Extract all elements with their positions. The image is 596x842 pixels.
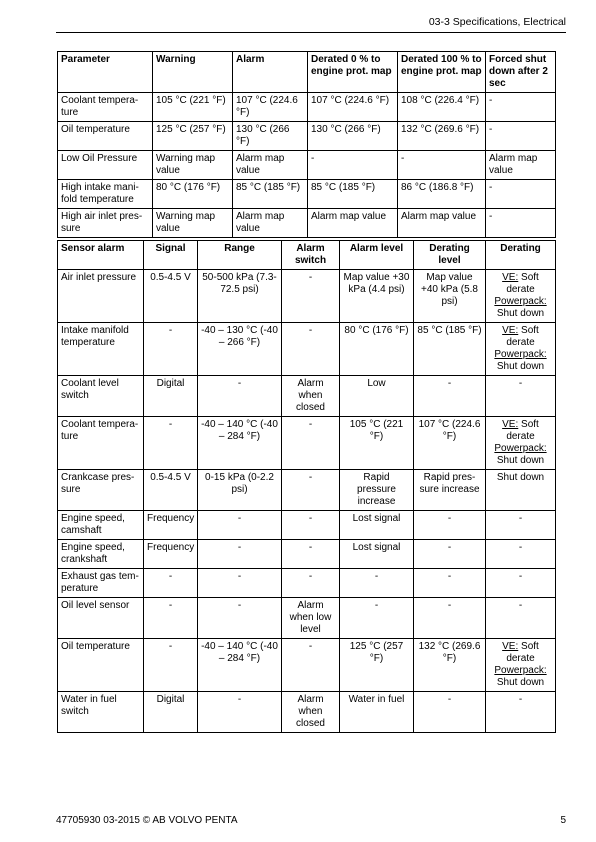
- table-cell: -: [282, 470, 340, 511]
- powerpack-value: Shut down: [496, 361, 545, 372]
- powerpack-label: Powerpack:: [494, 296, 547, 307]
- table-cell: -: [486, 692, 556, 733]
- table-cell: 0.5-4.5 V: [144, 270, 198, 323]
- derating-cell: [486, 323, 556, 376]
- table-cell: Coolant tempera-ture: [58, 93, 153, 122]
- table-cell: 85 °C (185 °F): [308, 180, 398, 209]
- table-cell: 86 °C (186.8 °F): [398, 180, 486, 209]
- table-cell: -: [486, 511, 556, 540]
- table-cell: -: [198, 692, 282, 733]
- table-cell: -: [198, 376, 282, 417]
- table-cell: Digital: [144, 376, 198, 417]
- table-cell: Map value +40 kPa (5.8 psi): [414, 270, 486, 323]
- powerpack-label: Powerpack:: [494, 349, 547, 360]
- page-number: 5: [560, 815, 566, 826]
- header-cell: Parameter: [58, 52, 153, 93]
- table-cell: -40 – 140 °C (-40 – 284 °F): [198, 639, 282, 692]
- table-cell: Low Oil Pressure: [58, 151, 153, 180]
- ve-label: VE:: [502, 272, 519, 283]
- table-cell: Frequency: [144, 511, 198, 540]
- table-cell: Oil temperature: [58, 639, 144, 692]
- header-cell: Derated 100 % to engine prot. map: [398, 52, 486, 93]
- table-cell: -: [486, 569, 556, 598]
- table-cell: Map value +30 kPa (4.4 psi): [340, 270, 414, 323]
- header-cell: Alarm switch: [282, 241, 340, 270]
- table-cell: -: [282, 540, 340, 569]
- table-cell: 85 °C (185 °F): [414, 323, 486, 376]
- table-cell: 125 °C (257 °F): [153, 122, 233, 151]
- table-cell: -: [198, 569, 282, 598]
- table-cell: -: [486, 376, 556, 417]
- table-cell: Alarm when closed: [282, 692, 340, 733]
- powerpack-value: Shut down: [496, 308, 545, 319]
- table-cell: -: [198, 540, 282, 569]
- ve-label: VE:: [502, 325, 519, 336]
- table-cell: -: [282, 639, 340, 692]
- table-cell: -: [486, 540, 556, 569]
- table-row: [58, 122, 556, 151]
- powerpack-label: Powerpack:: [494, 665, 547, 676]
- table-row: [58, 270, 556, 323]
- header-cell: Warning: [153, 52, 233, 93]
- table-cell: 107 °C (224.6 °F): [233, 93, 308, 122]
- table-cell: -: [414, 692, 486, 733]
- table-cell: -: [144, 417, 198, 470]
- table-cell: -: [308, 151, 398, 180]
- table-cell: -: [486, 209, 556, 238]
- table-row: [58, 470, 556, 511]
- table-cell: High intake mani-fold temperature: [58, 180, 153, 209]
- table-cell: 132 °C (269.6 °F): [414, 639, 486, 692]
- table-cell: Alarm map value: [486, 151, 556, 180]
- table-cell: Engine speed, crankshaft: [58, 540, 144, 569]
- header-cell: Alarm: [233, 52, 308, 93]
- powerpack-value: Shut down: [496, 455, 545, 466]
- header-cell: Alarm level: [340, 241, 414, 270]
- table-cell: 130 °C (266 °F): [308, 122, 398, 151]
- table-cell: Shut down: [486, 470, 556, 511]
- ve-value: Soft derate: [506, 325, 539, 348]
- table-cell: Alarm map value: [398, 209, 486, 238]
- table-cell: Lost signal: [340, 540, 414, 569]
- table-cell: Water in fuel: [340, 692, 414, 733]
- header-cell: Forced shut down after 2 sec: [486, 52, 556, 93]
- table-cell: 108 °C (226.4 °F): [398, 93, 486, 122]
- protection-table: [57, 51, 556, 238]
- powerpack-label: Powerpack:: [494, 443, 547, 454]
- table-cell: 80 °C (176 °F): [340, 323, 414, 376]
- table-cell: 125 °C (257 °F): [340, 639, 414, 692]
- table-row: [58, 323, 556, 376]
- table-cell: Coolant level switch: [58, 376, 144, 417]
- table-row: [58, 180, 556, 209]
- table-cell: Coolant tempera-ture: [58, 417, 144, 470]
- table-cell: -: [414, 540, 486, 569]
- table-cell: 105 °C (221 °F): [153, 93, 233, 122]
- table-cell: -: [340, 569, 414, 598]
- table-cell: -40 – 140 °C (-40 – 284 °F): [198, 417, 282, 470]
- table-cell: -: [414, 511, 486, 540]
- table-cell: -: [144, 323, 198, 376]
- header-cell: Sensor alarm: [58, 241, 144, 270]
- table-cell: Lost signal: [340, 511, 414, 540]
- table-cell: Low: [340, 376, 414, 417]
- table-cell: 50-500 kPa (7.3-72.5 psi): [198, 270, 282, 323]
- table-row: [58, 639, 556, 692]
- table-cell: Engine speed, camshaft: [58, 511, 144, 540]
- table-cell: Warning map value: [153, 209, 233, 238]
- table-cell: -40 – 130 °C (-40 – 266 °F): [198, 323, 282, 376]
- table-cell: -: [486, 598, 556, 639]
- table-cell: -: [144, 569, 198, 598]
- table-cell: -: [340, 598, 414, 639]
- table-cell: 85 °C (185 °F): [233, 180, 308, 209]
- ve-value: Soft derate: [506, 272, 539, 295]
- table-cell: Air inlet pressure: [58, 270, 144, 323]
- table-cell: Exhaust gas tem-perature: [58, 569, 144, 598]
- table-cell: Alarm when low level: [282, 598, 340, 639]
- table-cell: -: [486, 180, 556, 209]
- table-cell: 130 °C (266 °F): [233, 122, 308, 151]
- table-cell: -: [414, 569, 486, 598]
- table-cell: Rapid pres-sure increase: [414, 470, 486, 511]
- table-cell: 80 °C (176 °F): [153, 180, 233, 209]
- table-cell: Alarm map value: [308, 209, 398, 238]
- powerpack-value: Shut down: [496, 677, 545, 688]
- table-cell: Alarm map value: [233, 151, 308, 180]
- table-cell: -: [282, 323, 340, 376]
- table-cell: -: [282, 417, 340, 470]
- table-cell: Alarm when closed: [282, 376, 340, 417]
- table-cell: -: [144, 639, 198, 692]
- header-cell: Derated 0 % to engine prot. map: [308, 52, 398, 93]
- header-rule: [56, 32, 566, 33]
- ve-label: VE:: [502, 419, 519, 430]
- header-cell: Signal: [144, 241, 198, 270]
- table-row: [58, 209, 556, 238]
- table-cell: Oil temperature: [58, 122, 153, 151]
- table-cell: 132 °C (269.6 °F): [398, 122, 486, 151]
- ve-label: VE:: [502, 641, 519, 652]
- table-row: [58, 692, 556, 733]
- table-row: [58, 417, 556, 470]
- table-cell: -: [198, 511, 282, 540]
- derating-cell: [486, 639, 556, 692]
- table-cell: -: [282, 569, 340, 598]
- derating-cell: [486, 417, 556, 470]
- table-row: [58, 540, 556, 569]
- table-cell: 105 °C (221 °F): [340, 417, 414, 470]
- section-header: 03-3 Specifications, Electrical: [428, 16, 566, 28]
- table-header-row: [58, 52, 556, 93]
- table-cell: Water in fuel switch: [58, 692, 144, 733]
- ve-value: Soft derate: [506, 641, 539, 664]
- table-cell: -: [414, 376, 486, 417]
- header-cell: Derating level: [414, 241, 486, 270]
- table-cell: -: [282, 270, 340, 323]
- table-cell: Digital: [144, 692, 198, 733]
- table-cell: Rapid pressure increase: [340, 470, 414, 511]
- table-cell: 107 °C (224.6 °F): [308, 93, 398, 122]
- table-cell: -: [486, 93, 556, 122]
- table-cell: Intake manifold temperature: [58, 323, 144, 376]
- table-cell: -: [398, 151, 486, 180]
- table-cell: High air inlet pres-sure: [58, 209, 153, 238]
- table-cell: Oil level sensor: [58, 598, 144, 639]
- table-row: [58, 93, 556, 122]
- table-row: [58, 376, 556, 417]
- table-row: [58, 511, 556, 540]
- table-cell: -: [198, 598, 282, 639]
- header-cell: Derating: [486, 241, 556, 270]
- table-row: [58, 569, 556, 598]
- table-cell: -: [144, 598, 198, 639]
- table-cell: Warning map value: [153, 151, 233, 180]
- table-cell: Crankcase pres-sure: [58, 470, 144, 511]
- table-cell: -: [282, 511, 340, 540]
- table-row: [58, 598, 556, 639]
- table-cell: 0.5-4.5 V: [144, 470, 198, 511]
- derating-cell: [486, 270, 556, 323]
- table-cell: -: [486, 122, 556, 151]
- footer-document-id: 47705930 03-2015 © AB VOLVO PENTA: [56, 815, 238, 826]
- table-cell: 107 °C (224.6 °F): [414, 417, 486, 470]
- sensor-alarm-table: [57, 240, 556, 733]
- ve-value: Soft derate: [506, 419, 539, 442]
- header-cell: Range: [198, 241, 282, 270]
- table-cell: -: [414, 598, 486, 639]
- table-cell: 0-15 kPa (0-2.2 psi): [198, 470, 282, 511]
- table-row: [58, 151, 556, 180]
- table-cell: Alarm map value: [233, 209, 308, 238]
- table-cell: Frequency: [144, 540, 198, 569]
- table-header-row: [58, 241, 556, 270]
